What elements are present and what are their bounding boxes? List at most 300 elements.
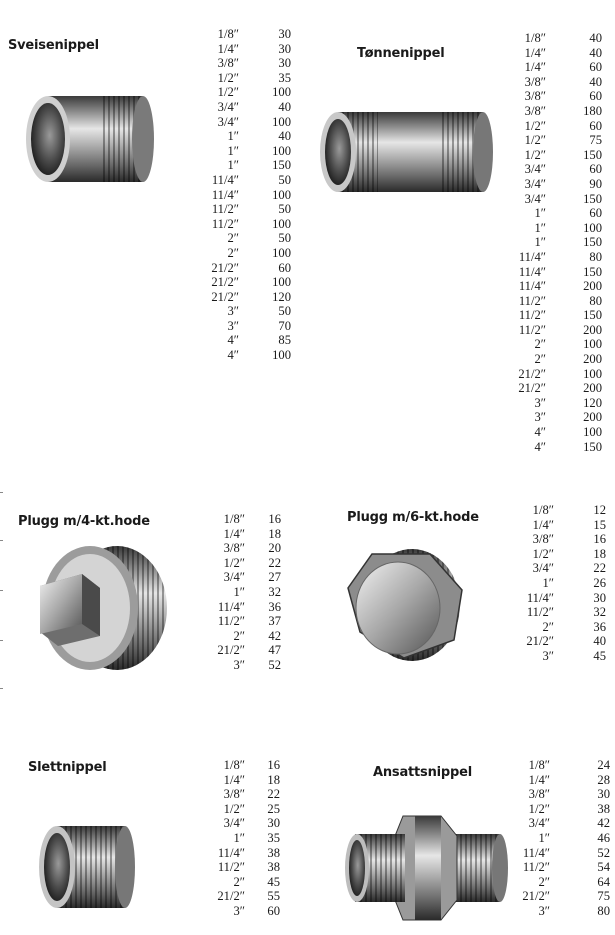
- length-cell: 100: [583, 220, 602, 235]
- length-cell: 80: [597, 903, 610, 918]
- size-cell: 3/8″: [223, 541, 245, 556]
- hex-nipple-icon: [345, 810, 510, 929]
- size-cell: 1/8″: [223, 512, 245, 526]
- crop-mark: [0, 492, 3, 493]
- length-cell: 35: [278, 70, 291, 85]
- length-cell: 100: [583, 366, 602, 381]
- weld-nipple-icon: [18, 84, 168, 198]
- length-cell: 16: [268, 512, 281, 526]
- table-row: [508, 410, 602, 425]
- length-cell: 50: [278, 231, 291, 246]
- table-row: [510, 831, 610, 846]
- table-row: [508, 396, 602, 411]
- size-cell: 11/2″: [522, 860, 550, 875]
- length-cell: 60: [589, 162, 602, 177]
- length-cell: 27: [268, 570, 281, 585]
- length-cell: 60: [267, 903, 280, 918]
- table-row: [514, 576, 606, 591]
- section-title: Plugg m/4-kt.hode: [18, 514, 150, 529]
- size-cell: 21/2″: [211, 289, 239, 304]
- table-row: [175, 231, 291, 246]
- size-cell: 11/2″: [518, 293, 546, 308]
- length-cell: 22: [593, 561, 606, 576]
- size-cell: 3″: [233, 657, 245, 672]
- size-cell: 2″: [233, 628, 245, 643]
- table-row: [508, 104, 602, 119]
- size-cell: 3/4″: [217, 114, 239, 129]
- length-cell: 30: [278, 27, 291, 41]
- table-row: [514, 605, 606, 620]
- length-cell: 16: [593, 532, 606, 547]
- size-cell: 4″: [227, 348, 239, 363]
- table-row: [200, 600, 281, 615]
- size-cell: 21/2″: [522, 889, 550, 904]
- size-cell: 3/4″: [524, 176, 546, 191]
- length-cell: 38: [267, 860, 280, 875]
- table-row: [508, 89, 602, 104]
- length-cell: 32: [593, 605, 606, 620]
- dimension-table: [200, 512, 281, 673]
- table-row: [508, 425, 602, 440]
- size-cell: 3″: [542, 648, 554, 663]
- size-cell: 1/4″: [223, 526, 245, 541]
- size-cell: 11/4″: [522, 845, 550, 860]
- size-cell: 1/4″: [532, 517, 554, 532]
- length-cell: 38: [267, 845, 280, 860]
- length-cell: 36: [268, 599, 281, 614]
- length-cell: 200: [583, 410, 602, 425]
- size-cell: 3/4″: [217, 99, 239, 114]
- length-cell: 12: [593, 503, 606, 517]
- length-cell: 52: [597, 845, 610, 860]
- table-row: [508, 192, 602, 207]
- length-cell: 45: [593, 648, 606, 663]
- length-cell: 100: [272, 348, 291, 363]
- dimension-table: [175, 27, 291, 363]
- section-title: Tønnenippel: [357, 46, 445, 61]
- length-cell: 42: [268, 628, 281, 643]
- table-row: [508, 440, 602, 455]
- table-row: [510, 773, 610, 788]
- table-row: [200, 860, 280, 875]
- size-cell: 1/8″: [524, 31, 546, 45]
- size-cell: 1/2″: [223, 555, 245, 570]
- size-cell: 4″: [534, 439, 546, 454]
- table-row: [175, 261, 291, 276]
- size-cell: 1/8″: [223, 758, 245, 772]
- dimension-table: [514, 503, 606, 664]
- length-cell: 50: [278, 202, 291, 217]
- section-title: Ansattsnippel: [373, 765, 472, 780]
- table-row: [508, 250, 602, 265]
- length-cell: 60: [278, 260, 291, 275]
- length-cell: 60: [589, 206, 602, 221]
- table-row: [200, 527, 281, 542]
- length-cell: 16: [267, 758, 280, 772]
- length-cell: 64: [597, 874, 610, 889]
- size-cell: 1/8″: [528, 758, 550, 772]
- table-row: [508, 31, 602, 46]
- table-row: [508, 323, 602, 338]
- table-row: [514, 503, 606, 518]
- table-row: [200, 787, 280, 802]
- length-cell: 15: [593, 517, 606, 532]
- length-cell: 30: [597, 787, 610, 802]
- size-cell: 1″: [227, 158, 239, 173]
- size-cell: 3″: [227, 304, 239, 319]
- table-row: [175, 158, 291, 173]
- size-cell: 11/4″: [217, 599, 245, 614]
- length-cell: 60: [589, 118, 602, 133]
- table-row: [175, 100, 291, 115]
- table-row: [508, 337, 602, 352]
- size-cell: 3/8″: [524, 74, 546, 89]
- table-row: [200, 904, 280, 919]
- size-cell: 1/2″: [524, 133, 546, 148]
- table-row: [508, 177, 602, 192]
- size-cell: 2″: [534, 337, 546, 352]
- size-cell: 1/2″: [223, 801, 245, 816]
- table-row: [508, 352, 602, 367]
- table-row: [175, 144, 291, 159]
- length-cell: 150: [583, 147, 602, 162]
- table-row: [200, 643, 281, 658]
- table-row: [175, 56, 291, 71]
- length-cell: 200: [583, 279, 602, 294]
- length-cell: 47: [268, 643, 281, 658]
- table-row: [200, 773, 280, 788]
- table-row: [175, 188, 291, 203]
- size-cell: 2″: [227, 245, 239, 260]
- size-cell: 21/2″: [518, 366, 546, 381]
- length-cell: 30: [267, 816, 280, 831]
- size-cell: 3/4″: [223, 816, 245, 831]
- table-row: [510, 904, 610, 919]
- table-row: [510, 889, 610, 904]
- length-cell: 75: [597, 889, 610, 904]
- table-row: [200, 875, 280, 890]
- length-cell: 42: [597, 816, 610, 831]
- table-row: [175, 275, 291, 290]
- table-row: [175, 129, 291, 144]
- length-cell: 40: [593, 634, 606, 649]
- length-cell: 45: [267, 874, 280, 889]
- length-cell: 75: [589, 133, 602, 148]
- length-cell: 80: [589, 293, 602, 308]
- length-cell: 37: [268, 614, 281, 629]
- length-cell: 26: [593, 575, 606, 590]
- table-row: [514, 561, 606, 576]
- length-cell: 40: [589, 45, 602, 60]
- size-cell: 11/4″: [526, 590, 554, 605]
- length-cell: 28: [597, 772, 610, 787]
- size-cell: 11/4″: [518, 264, 546, 279]
- length-cell: 18: [268, 526, 281, 541]
- length-cell: 32: [268, 584, 281, 599]
- crop-mark: [0, 640, 3, 641]
- table-row: [175, 319, 291, 334]
- size-cell: 1/8″: [217, 27, 239, 41]
- length-cell: 52: [268, 657, 281, 672]
- table-row: [175, 85, 291, 100]
- size-cell: 1″: [534, 206, 546, 221]
- table-row: [514, 591, 606, 606]
- size-cell: 21/2″: [217, 643, 245, 658]
- size-cell: 1″: [233, 830, 245, 845]
- size-cell: 11/2″: [217, 614, 245, 629]
- size-cell: 21/2″: [526, 634, 554, 649]
- crop-mark: [0, 540, 3, 541]
- size-cell: 11/4″: [211, 187, 239, 202]
- size-cell: 1/2″: [217, 70, 239, 85]
- table-row: [510, 816, 610, 831]
- table-row: [508, 235, 602, 250]
- length-cell: 180: [583, 103, 602, 118]
- length-cell: 35: [267, 830, 280, 845]
- table-row: [514, 649, 606, 664]
- table-row: [200, 889, 280, 904]
- size-cell: 1″: [538, 830, 550, 845]
- length-cell: 40: [589, 74, 602, 89]
- size-cell: 3/4″: [532, 561, 554, 576]
- table-row: [508, 381, 602, 396]
- size-cell: 2″: [538, 874, 550, 889]
- dimension-table: [200, 758, 280, 919]
- table-row: [508, 133, 602, 148]
- size-cell: 1/2″: [532, 546, 554, 561]
- size-cell: 3/4″: [524, 162, 546, 177]
- length-cell: 18: [593, 546, 606, 561]
- length-cell: 120: [583, 395, 602, 410]
- table-row: [514, 620, 606, 635]
- length-cell: 25: [267, 801, 280, 816]
- table-row: [510, 758, 610, 773]
- length-cell: 200: [583, 322, 602, 337]
- length-cell: 38: [597, 801, 610, 816]
- size-cell: 3″: [233, 903, 245, 918]
- table-row: [175, 290, 291, 305]
- length-cell: 150: [583, 191, 602, 206]
- length-cell: 30: [593, 590, 606, 605]
- size-cell: 11/4″: [217, 845, 245, 860]
- length-cell: 80: [589, 249, 602, 264]
- length-cell: 100: [583, 425, 602, 440]
- length-cell: 150: [583, 235, 602, 250]
- size-cell: 1/4″: [524, 45, 546, 60]
- length-cell: 70: [278, 318, 291, 333]
- table-row: [508, 46, 602, 61]
- size-cell: 21/2″: [211, 260, 239, 275]
- size-cell: 3″: [538, 903, 550, 918]
- length-cell: 120: [272, 289, 291, 304]
- table-row: [175, 246, 291, 261]
- length-cell: 22: [267, 787, 280, 802]
- size-cell: 1/2″: [524, 147, 546, 162]
- size-cell: 11/2″: [211, 216, 239, 231]
- size-cell: 3″: [534, 410, 546, 425]
- size-cell: 1″: [534, 220, 546, 235]
- size-cell: 3/4″: [524, 191, 546, 206]
- length-cell: 100: [272, 275, 291, 290]
- size-cell: 1/2″: [524, 118, 546, 133]
- table-row: [175, 348, 291, 363]
- length-cell: 36: [593, 619, 606, 634]
- table-row: [508, 279, 602, 294]
- size-cell: 21/2″: [518, 381, 546, 396]
- size-cell: 11/4″: [211, 172, 239, 187]
- table-row: [510, 875, 610, 890]
- length-cell: 60: [589, 60, 602, 75]
- table-row: [175, 115, 291, 130]
- length-cell: 54: [597, 860, 610, 875]
- size-cell: 11/2″: [518, 322, 546, 337]
- size-cell: 11/2″: [518, 308, 546, 323]
- table-row: [508, 308, 602, 323]
- square-head-plug-icon: [22, 538, 172, 682]
- size-cell: 3/8″: [528, 787, 550, 802]
- table-row: [508, 367, 602, 382]
- length-cell: 150: [583, 308, 602, 323]
- length-cell: 100: [272, 114, 291, 129]
- size-cell: 3/8″: [532, 532, 554, 547]
- length-cell: 85: [278, 333, 291, 348]
- size-cell: 11/2″: [211, 202, 239, 217]
- length-cell: 100: [272, 187, 291, 202]
- size-cell: 1/4″: [524, 60, 546, 75]
- table-row: [200, 658, 281, 673]
- table-row: [514, 634, 606, 649]
- size-cell: 11/4″: [518, 249, 546, 264]
- length-cell: 100: [272, 216, 291, 231]
- size-cell: 21/2″: [217, 889, 245, 904]
- size-cell: 3/8″: [217, 56, 239, 71]
- table-row: [200, 629, 281, 644]
- size-cell: 3/8″: [524, 89, 546, 104]
- length-cell: 150: [272, 158, 291, 173]
- table-row: [175, 304, 291, 319]
- length-cell: 100: [272, 245, 291, 260]
- plain-nipple-icon: [35, 818, 140, 922]
- hex-head-plug-icon: [342, 540, 472, 674]
- section-title: Plugg m/6-kt.hode: [347, 510, 479, 525]
- length-cell: 50: [278, 172, 291, 187]
- table-row: [175, 27, 291, 42]
- crop-mark: [0, 590, 3, 591]
- table-row: [508, 119, 602, 134]
- size-cell: 3″: [534, 395, 546, 410]
- length-cell: 100: [583, 337, 602, 352]
- table-row: [175, 217, 291, 232]
- table-row: [514, 518, 606, 533]
- length-cell: 150: [583, 439, 602, 454]
- length-cell: 100: [272, 85, 291, 100]
- length-cell: 40: [278, 99, 291, 114]
- size-cell: 11/2″: [217, 860, 245, 875]
- dimension-table: [510, 758, 610, 919]
- table-row: [175, 333, 291, 348]
- length-cell: 18: [267, 772, 280, 787]
- table-row: [508, 148, 602, 163]
- length-cell: 46: [597, 830, 610, 845]
- length-cell: 60: [589, 89, 602, 104]
- length-cell: 200: [583, 352, 602, 367]
- size-cell: 2″: [534, 352, 546, 367]
- size-cell: 1″: [227, 129, 239, 144]
- length-cell: 20: [268, 541, 281, 556]
- table-row: [200, 831, 280, 846]
- length-cell: 200: [583, 381, 602, 396]
- section-title: Sveisenippel: [8, 38, 99, 53]
- size-cell: 3/4″: [223, 570, 245, 585]
- table-row: [200, 846, 280, 861]
- table-row: [508, 75, 602, 90]
- size-cell: 1/2″: [217, 85, 239, 100]
- size-cell: 1″: [233, 584, 245, 599]
- length-cell: 30: [278, 56, 291, 71]
- size-cell: 3/8″: [524, 103, 546, 118]
- table-row: [200, 614, 281, 629]
- length-cell: 24: [597, 758, 610, 772]
- size-cell: 1/4″: [223, 772, 245, 787]
- table-row: [510, 787, 610, 802]
- crop-mark: [0, 688, 3, 689]
- size-cell: 11/4″: [518, 279, 546, 294]
- table-row: [200, 585, 281, 600]
- table-row: [508, 60, 602, 75]
- size-cell: 1″: [227, 143, 239, 158]
- size-cell: 2″: [227, 231, 239, 246]
- table-row: [200, 802, 280, 817]
- length-cell: 40: [278, 129, 291, 144]
- table-row: [175, 202, 291, 217]
- table-row: [200, 556, 281, 571]
- table-row: [175, 71, 291, 86]
- size-cell: 2″: [233, 874, 245, 889]
- table-row: [510, 846, 610, 861]
- barrel-nipple-icon: [312, 98, 502, 212]
- table-row: [508, 221, 602, 236]
- table-row: [200, 816, 280, 831]
- table-row: [200, 512, 281, 527]
- size-cell: 3/8″: [223, 787, 245, 802]
- length-cell: 30: [278, 41, 291, 56]
- table-row: [508, 162, 602, 177]
- table-row: [200, 541, 281, 556]
- table-row: [510, 860, 610, 875]
- size-cell: 1″: [534, 235, 546, 250]
- size-cell: 21/2″: [211, 275, 239, 290]
- table-row: [514, 532, 606, 547]
- table-row: [508, 265, 602, 280]
- size-cell: 4″: [227, 333, 239, 348]
- size-cell: 3″: [227, 318, 239, 333]
- dimension-table: [508, 31, 602, 454]
- size-cell: 2″: [542, 619, 554, 634]
- length-cell: 150: [583, 264, 602, 279]
- table-row: [175, 42, 291, 57]
- table-row: [200, 570, 281, 585]
- size-cell: 1/8″: [532, 503, 554, 517]
- length-cell: 40: [589, 31, 602, 45]
- size-cell: 4″: [534, 425, 546, 440]
- size-cell: 1/4″: [528, 772, 550, 787]
- length-cell: 55: [267, 889, 280, 904]
- size-cell: 11/2″: [526, 605, 554, 620]
- length-cell: 22: [268, 555, 281, 570]
- size-cell: 1/2″: [528, 801, 550, 816]
- table-row: [514, 547, 606, 562]
- table-row: [200, 758, 280, 773]
